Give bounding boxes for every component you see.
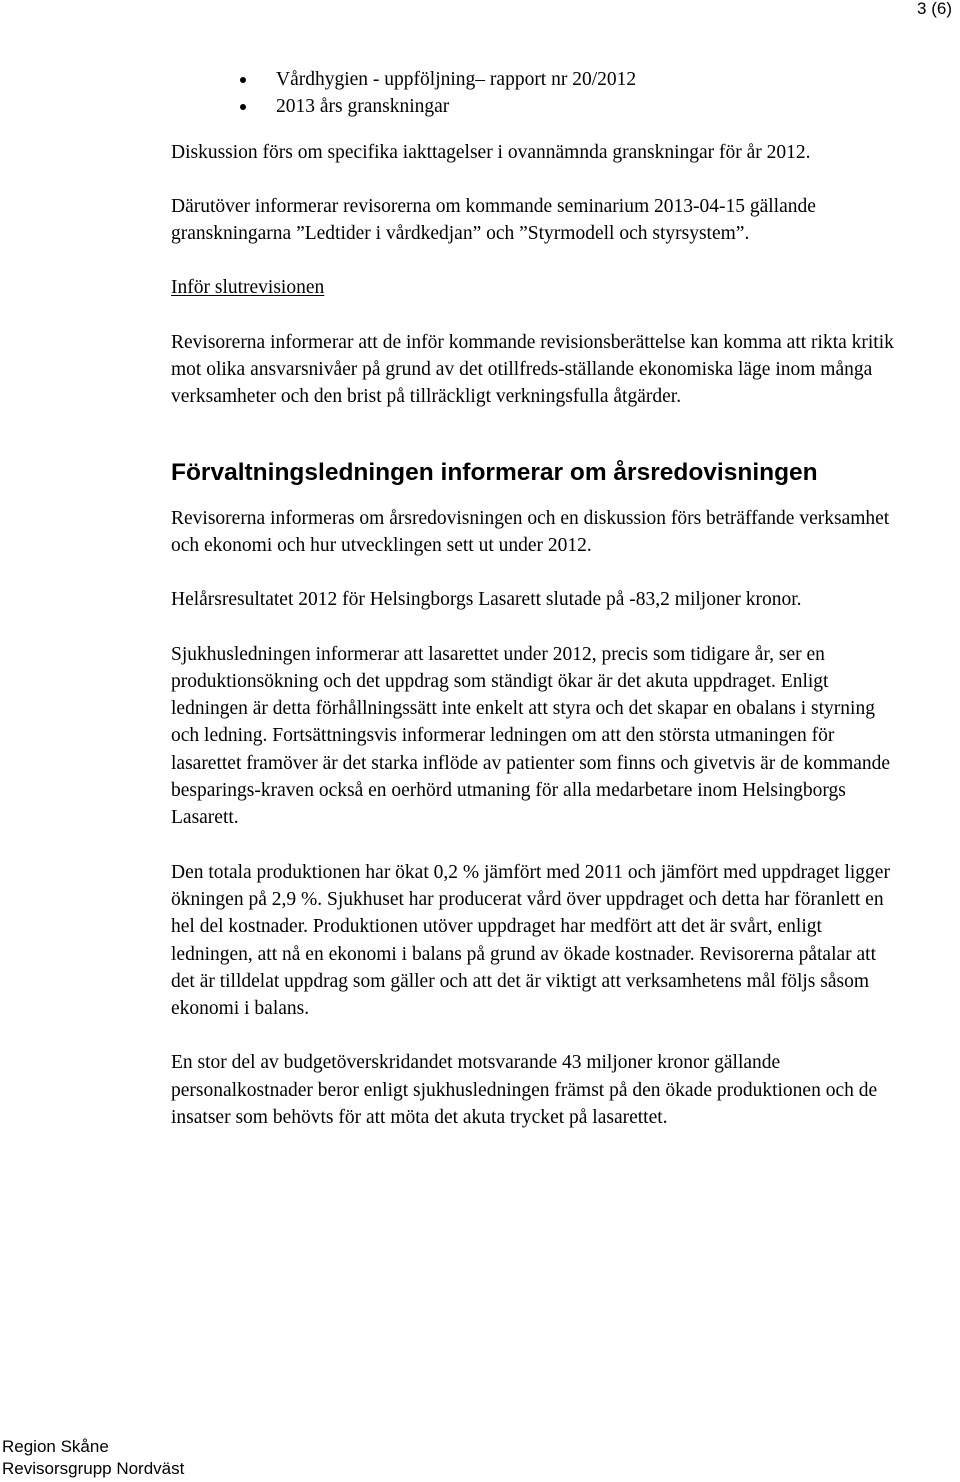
final-audit-paragraph: Revisorerna informerar att de inför kommande revisionsberättelse kan komma att rikta kritik mot olika ansvarsnivåer på grund av det otillfreds-ställande ekonomiska läge inom många verksamheter och den brist på tillräckligt verkningsfulla åtgärder.: [171, 331, 894, 408]
bullet-item: Vårdhygien - uppföljning– rapport nr 20/2012: [171, 66, 901, 93]
discussion-paragraph: Diskussion förs om specifika iakttagelser i ovannämnda granskningar för år 2012.: [171, 141, 811, 163]
body-paragraph: Revisorerna informeras om årsredovisningen och en diskussion förs beträffande verksamhet och ekonomi och hur utvecklingen sett ut under 2012.: [171, 507, 890, 556]
body-paragraph: Helårsresultatet 2012 för Helsingborgs Lasarett slutade på -83,2 miljoner kronor.: [171, 589, 802, 611]
footer-department: Revisorsgrupp Nordväst: [2, 1459, 185, 1478]
body-paragraph: Den totala produktionen har ökat 0,2 % jämfört med 2011 och jämfört med uppdraget ligger ökningen på 2,9 %. Sjukhuset har producerat vård över uppdraget och detta har föranlett en hel del kostnader. Produktionen utöver uppdraget har medfört att det är svårt, enligt ledningen, att nå en ekonomi i balans på grund av ökade kostnader. Revisorerna påtalar att det är tilldelat uppdrag som gäller och att det är viktigt att verksamhetens mål följs såsom ekonomi i balans.: [171, 861, 890, 1020]
body-paragraph: En stor del av budgetöverskridandet motsvarande 43 miljoner kronor gällande personalkostnader beror enligt sjukhusledningen främst på den ökade produktionen och de insatser som behövts för att möta det akuta trycket på lasarettet.: [171, 1052, 878, 1129]
agenda-bullet-list: [171, 66, 901, 121]
seminar-paragraph: Därutöver informerar revisorerna om kommande seminarium 2013-04-15 gällande granskningarna ”Ledtider i vårdkedjan” och ”Styrmodell och styrsystem”.: [171, 195, 816, 245]
footer-organization: Region Skåne: [2, 1437, 109, 1456]
final-audit-heading: Inför slutrevisionen: [171, 277, 325, 299]
bullet-item: 2013 års granskningar: [171, 93, 901, 120]
footer: [2, 1436, 184, 1480]
section-heading: Förvaltningsledningen informerar om årsredovisningen: [171, 458, 818, 486]
body-paragraph: Sjukhusledningen informerar att lasarettet under 2012, precis som tidigare år, ser en produktionsökning och det uppdrag som ständigt ökar är det akuta uppdraget. Enligt ledningen är detta förhållningssätt inte enkelt att styra och det skapar en obalans i styrning och ledning. Fortsättningsvis informerar ledningen om att den största utmaningen för lasarettet framöver är det starka inflöde av patienter som finns och givetvis är de kommande besparings-kraven också en oerhörd utmaning för alla medarbetare inom Helsingborgs Lasarett.: [171, 643, 891, 829]
page-number: 3 (6): [917, 0, 952, 18]
document-body: [171, 66, 901, 1131]
